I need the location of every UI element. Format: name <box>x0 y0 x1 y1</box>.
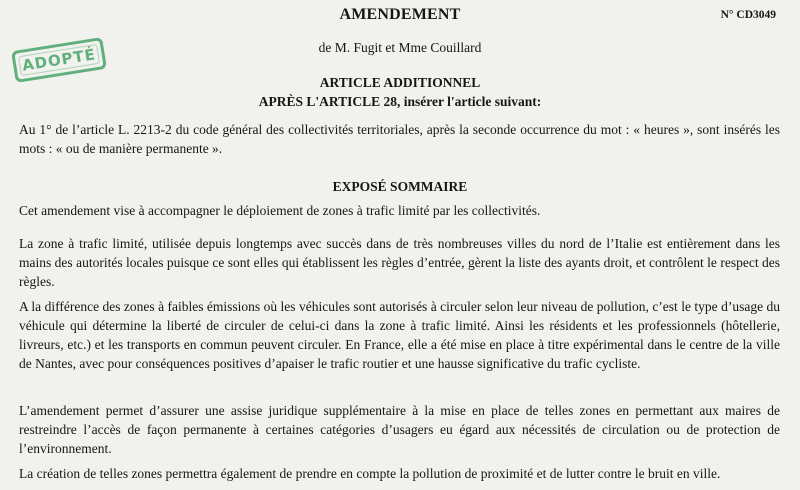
amendment-reference: N° CD3049 <box>720 9 776 21</box>
expose-paragraph-1: Cet amendement vise à accompagner le déploiement de zones à trafic limité par les collectivités. <box>19 203 541 218</box>
expose-paragraph-5: La création de telles zones permettra également de prendre en compte la pollution de proximité et de lutter contre le bruit en ville. <box>19 466 721 481</box>
article-body: Au 1° de l’article L. 2213-2 du code général des collectivités territoriales, après la seconde occurrence du mot : « heures », sont insérés les mots : « ou de manière permanente ». <box>19 122 780 156</box>
expose-paragraph-4: L’amendement permet d’assurer une assise juridique supplémentaire à la mise en place de telles zones en permettant aux maires de restreindre l’accès de façon permanente à certaines catégories d’usagers eu égard aux nécessités de circulation ou de protection de l’environnement. <box>19 403 780 456</box>
document-title: AMENDEMENT <box>339 6 461 23</box>
expose-paragraph-2: La zone à trafic limité, utilisée depuis longtemps avec succès dans de très nombreuses villes du nord de l’Italie est entièrement dans les mains des autorités locales puisque ce sont elles qui établissent les règles d’entrée, gèrent la liste des ayants droit, et contrôlent le respect des règles. <box>19 236 780 289</box>
authors-line: de M. Fugit et Mme Couillard <box>318 40 482 55</box>
expose-heading: EXPOSÉ SOMMAIRE <box>332 179 468 194</box>
article-subheading: APRÈS L'ARTICLE 28, insérer l'article suivant: <box>258 94 542 109</box>
article-heading-block <box>0 73 800 111</box>
expose-paragraph-3: A la différence des zones à faibles émissions où les véhicules sont autorisés à circuler selon leur niveau de pollution, c’est le type d’usage du véhicule qui détermine la liberté de circuler de celui-ci dans la zone à trafic limité. Ainsi les résidents et les professionnels (hôtellerie, livreurs, etc.) et les transports en commun peuvent circuler. En France, elle a été mise en place à titre expérimental dans le centre de la ville de Nantes, avec pour conséquences positives d’apaiser le trafic routier et une hausse significative du trafic cycliste. <box>19 299 780 371</box>
article-heading: ARTICLE ADDITIONNEL <box>319 75 481 90</box>
adopted-stamp: ADOPTÉ <box>11 37 107 83</box>
